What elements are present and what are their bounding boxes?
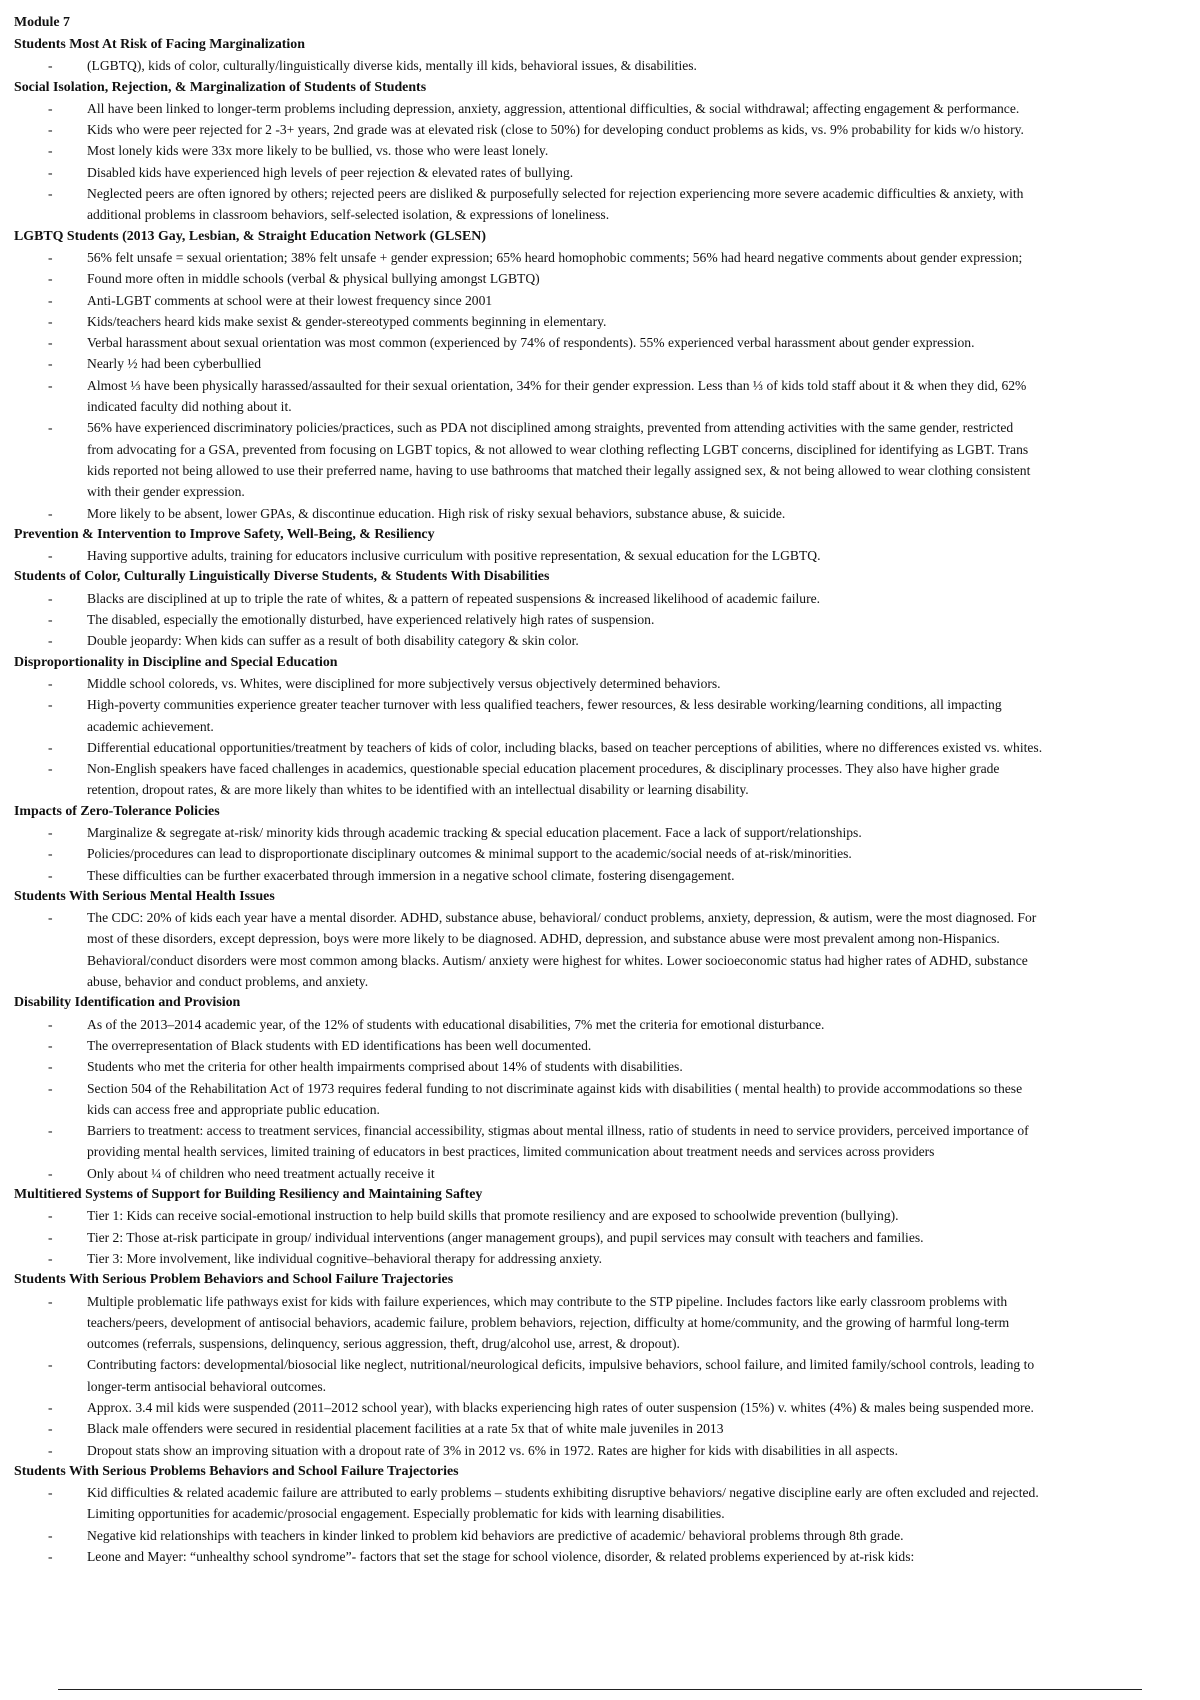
bullet-dash: - [48, 910, 53, 926]
bullet-text-line: with their gender expression. [87, 484, 245, 500]
bullet-dash: - [48, 739, 53, 755]
bullet-text-line: teachers/peers, development of antisocial behaviors, academic failure, problem behaviors, rejection, difficulty at home/community, and the growing of harmful long-term [87, 1314, 1010, 1330]
bullet-item [14, 1227, 1200, 1248]
bullet-item [14, 758, 1200, 801]
bullet-dash: - [48, 1208, 53, 1224]
bullet-text-line: Nearly ½ had been cyberbullied [87, 356, 262, 372]
bullet-item [14, 1546, 1200, 1567]
bullet-text-line: Tier 2: Those at-risk participate in group/ individual interventions (anger management groups), and pupil services may consult with teachers and families. [87, 1229, 924, 1245]
bullet-dash: - [48, 1165, 53, 1181]
bullet-item [14, 1248, 1200, 1269]
bullet-text-line: Limiting opportunities for academic/prosocial engagement. Especially problematic for kids with learning disabilities. [87, 1506, 725, 1522]
bullet-text-line: (LGBTQ), kids of color, culturally/linguistically diverse kids, mentally ill kids, behavioral issues, & disabilities. [87, 58, 697, 74]
bullet-dash: - [48, 143, 53, 159]
bullet-dash: - [48, 313, 53, 329]
bullet-dash: - [48, 58, 53, 74]
bullet-dash: - [48, 271, 53, 287]
bullet-dash: - [48, 1357, 53, 1373]
document-page [14, 12, 1200, 1567]
bullet-text-line: Multiple problematic life pathways exist for kids with failure experiences, which may contribute to the STP pipeline. Includes factors like early classroom problems with [87, 1293, 1008, 1309]
bullet-item [14, 311, 1200, 332]
bullet-text-line: kids can access free and appropriate public education. [87, 1101, 380, 1117]
bullet-text-line: Verbal harassment about sexual orientation was most common (experienced by 74% of respondents). 55% experienced verbal harassment about gender expression. [87, 335, 975, 351]
bullet-item [14, 907, 1200, 992]
bullet-dash: - [48, 697, 53, 713]
bullet-dash: - [48, 292, 53, 308]
bullet-text-line: The CDC: 20% of kids each year have a mental disorder. ADHD, substance abuse, behavioral/ conduct problems, anxiety, depression, & autism, were the most diagnosed. For [87, 910, 1037, 926]
bullet-text-line: longer-term antisocial behavioral outcomes. [87, 1378, 327, 1394]
bullet-text-line: Dropout stats show an improving situation with a dropout rate of 3% in 2012 vs. 6% in 1972. Rates are higher for kids with disabilities in all aspects. [87, 1442, 898, 1458]
bullet-item [14, 843, 1200, 864]
bullet-text-line: Differential educational opportunities/treatment by teachers of kids of color, including blacks, based on teacher perceptions of abilities, where no differences existed vs. whites. [87, 739, 1043, 755]
bullet-item [14, 694, 1200, 737]
bullet-item [14, 332, 1200, 353]
bullet-dash: - [48, 164, 53, 180]
section-heading: Disproportionality in Discipline and Special Education [14, 654, 338, 670]
document-sections [14, 34, 1200, 1567]
section-heading: LGBTQ Students (2013 Gay, Lesbian, & Straight Education Network (GLSEN) [14, 228, 486, 244]
bullet-text-line: Kids/teachers heard kids make sexist & gender-stereotyped comments beginning in elementary. [87, 313, 607, 329]
bullet-item [14, 1163, 1200, 1184]
bullet-item [14, 98, 1200, 119]
bullet-text-line: Policies/procedures can lead to disproportionate disciplinary outcomes & minimal support to the academic/social needs of at-risk/minorities. [87, 846, 852, 862]
bullet-text-line: The disabled, especially the emotionally disturbed, have experienced relatively high rates of suspension. [87, 612, 655, 628]
bullet-text-line: Tier 1: Kids can receive social-emotional instruction to help build skills that promote resiliency and are exposed to schoolwide prevention (bullying). [87, 1208, 899, 1224]
bullet-item [14, 140, 1200, 161]
bullet-dash: - [48, 590, 53, 606]
bullet-text-line: Contributing factors: developmental/biosocial like neglect, nutritional/neurological deficits, impulsive behaviors, school failure, and limited family/school controls, leading to [87, 1357, 1035, 1373]
bullet-text-line: Most lonely kids were 33x more likely to be bullied, vs. those who were least lonely. [87, 143, 549, 159]
bullet-text-line: Section 504 of the Rehabilitation Act of 1973 requires federal funding to not discriminate against kids with disabilities ( mental health) to provide accommodations so these [87, 1080, 1023, 1096]
bullet-text-line: additional problems in classroom behaviors, self-selected isolation, & expressions of loneliness. [87, 207, 610, 223]
bullet-dash: - [48, 1421, 53, 1437]
bullet-text-line: kids reported not being allowed to use their preferred name, having to use bathrooms that matched their legally assigned sex, & not being allowed to wear clothing consistent [87, 462, 1031, 478]
section-heading: Disability Identification and Provision [14, 995, 241, 1011]
bullet-dash: - [48, 1442, 53, 1458]
bullet-text-line: Almost ⅓ have been physically harassed/assaulted for their sexual orientation, 34% for their gender expression. Less than ⅓ of kids told staff about it & when they did, 62% [87, 377, 1027, 393]
bullet-text-line: Marginalize & segregate at-risk/ minority kids through academic tracking & special education placement. Face a lack of support/relationships. [87, 824, 862, 840]
bullet-text-line: academic achievement. [87, 718, 214, 734]
footer-rule [58, 1689, 1142, 1690]
bullet-text-line: Barriers to treatment: access to treatment services, financial accessibility, stigmas about mental illness, ratio of students in need to service providers, perceived importance of [87, 1123, 1029, 1139]
bullet-item [14, 1291, 1200, 1355]
bullet-dash: - [48, 548, 53, 564]
bullet-item [14, 822, 1200, 843]
section-heading: Social Isolation, Rejection, & Marginalization of Students of Students [14, 79, 427, 95]
bullet-text-line: Tier 3: More involvement, like individual cognitive–behavioral therapy for addressing anxiety. [87, 1250, 603, 1266]
bullet-item [14, 1014, 1200, 1035]
bullet-item [14, 1078, 1200, 1121]
bullet-text-line: Having supportive adults, training for educators inclusive curriculum with positive representation, & sexual education for the LGBTQ. [87, 548, 821, 564]
bullet-item [14, 630, 1200, 651]
bullet-item [14, 268, 1200, 289]
bullet-item [14, 1397, 1200, 1418]
bullet-item [14, 1120, 1200, 1163]
bullet-dash: - [48, 1293, 53, 1309]
bullet-item [14, 183, 1200, 226]
bullet-dash: - [48, 1123, 53, 1139]
bullet-text-line: Middle school coloreds, vs. Whites, were disciplined for more subjectively versus objectively determined behaviors. [87, 675, 721, 691]
bullet-item [14, 1205, 1200, 1226]
bullet-text-line: Students who met the criteria for other health impairments comprised about 14% of students with disabilities. [87, 1059, 683, 1075]
bullet-text-line: abuse, behavior and conduct problems, and anxiety. [87, 974, 369, 990]
bullet-text-line: Only about ¼ of children who need treatment actually receive it [87, 1165, 435, 1181]
bullet-text-line: Kids who were peer rejected for 2 -3+ years, 2nd grade was at elevated risk (close to 50%) for developing conduct problems as kids, vs. 9% probability for kids w/o history. [87, 122, 1024, 138]
bullet-dash: - [48, 1400, 53, 1415]
bullet-dash: - [48, 612, 53, 628]
bullet-item [14, 1418, 1200, 1439]
bullet-item [14, 417, 1200, 502]
section-heading: Students With Serious Mental Health Issues [14, 888, 275, 904]
bullet-item [14, 545, 1200, 566]
bullet-text-line: More likely to be absent, lower GPAs, & discontinue education. High risk of risky sexual behaviors, substance abuse, & suicide. [87, 505, 786, 521]
bullet-dash: - [48, 846, 53, 862]
bullet-dash: - [48, 1549, 53, 1565]
bullet-dash: - [48, 1229, 53, 1245]
bullet-text-line: All have been linked to longer-term problems including depression, anxiety, aggression, attentional difficulties, & social withdrawal; affecting engagement & performance. [87, 100, 1020, 116]
bullet-dash: - [48, 1016, 53, 1032]
bullet-dash: - [48, 335, 53, 351]
section-heading: Students With Serious Problem Behaviors and School Failure Trajectories [14, 1272, 454, 1288]
bullet-item [14, 1440, 1200, 1461]
bullet-dash: - [48, 1527, 53, 1543]
bullet-item [14, 1354, 1200, 1397]
bullet-item [14, 1482, 1200, 1525]
bullet-text-line: High-poverty communities experience greater teacher turnover with less qualified teachers, fewer resources, & less desirable working/learning conditions, all impacting [87, 697, 1002, 713]
bullet-text-line: Negative kid relationships with teachers in kinder linked to problem kid behaviors are predictive of academic/ behavioral problems through 8th grade. [87, 1527, 904, 1543]
bullet-dash: - [48, 761, 53, 777]
bullet-item [14, 290, 1200, 311]
section-heading: Multitiered Systems of Support for Building Resiliency and Maintaining Saftey [14, 1187, 483, 1203]
bullet-dash: - [48, 186, 53, 202]
section-heading: Students Most At Risk of Facing Marginalization [14, 37, 305, 52]
bullet-dash: - [48, 824, 53, 840]
bullet-text-line: Approx. 3.4 mil kids were suspended (2011–2012 school year), with blacks experiencing high rates of outer suspension (15%) v. whites (4%) & males being suspended more. [87, 1400, 1034, 1415]
bullet-text-line: Neglected peers are often ignored by others; rejected peers are disliked & purposefully selected for rejection experiencing more severe academic difficulties & anxiety, with [87, 186, 1024, 202]
bullet-item [14, 865, 1200, 886]
section-heading: Prevention & Intervention to Improve Safety, Well-Being, & Resiliency [14, 526, 435, 542]
bullet-text-line: indicated faculty did nothing about it. [87, 399, 292, 415]
bullet-dash: - [48, 1080, 53, 1096]
bullet-item [14, 353, 1200, 374]
bullet-dash: - [48, 505, 53, 521]
section-heading: Students With Serious Problems Behaviors and School Failure Trajectories [14, 1463, 459, 1479]
bullet-text-line: Found more often in middle schools (verbal & physical bullying amongst LGBTQ) [87, 271, 540, 287]
bullet-text-line: The overrepresentation of Black students with ED identifications has been well documented. [87, 1037, 592, 1053]
bullet-text-line: from advocating for a GSA, prevented from focusing on LGBT topics, & not allowed to wear clothing reflecting LGBT concerns, disciplined for identifying as LGBT. Trans [87, 441, 1029, 457]
bullet-text-line: Double jeopardy: When kids can suffer as a result of both disability category & skin color. [87, 633, 579, 649]
bullet-dash: - [48, 1059, 53, 1075]
bullet-dash: - [48, 675, 53, 691]
bullet-item [14, 588, 1200, 609]
bullet-dash: - [48, 1037, 53, 1053]
bullet-item [14, 119, 1200, 140]
section-heading: Students of Color, Culturally Linguistically Diverse Students, & Students With Disabilities [14, 569, 550, 585]
bullet-dash: - [48, 1485, 53, 1501]
bullet-text-line: Behavioral/conduct disorders were most common among blacks. Autism/ anxiety were highest for whites. Lower socioeconomic status had higher rates of ADHD, substance [87, 952, 1028, 968]
section-heading: Impacts of Zero-Tolerance Policies [14, 803, 220, 819]
bullet-item [14, 609, 1200, 630]
bullet-text-line: Non-English speakers have faced challenges in academics, questionable special education placement procedures, & disciplinary processes. They also have higher grade [87, 761, 1000, 777]
bullet-item [14, 247, 1200, 268]
bullet-text-line: 56% felt unsafe = sexual orientation; 38% felt unsafe + gender expression; 65% heard homophobic comments; 56% had heard negative comments about gender expression; [87, 249, 1023, 265]
bullet-dash: - [48, 377, 53, 393]
bullet-dash: - [48, 100, 53, 116]
bullet-dash: - [48, 1250, 53, 1266]
bullet-item [14, 55, 1200, 76]
bullet-dash: - [48, 420, 53, 436]
bullet-dash: - [48, 249, 53, 265]
bullet-item [14, 1035, 1200, 1056]
bullet-item [14, 1525, 1200, 1546]
bullet-dash: - [48, 633, 53, 649]
bullet-text-line: outcomes (referrals, suspensions, delinquency, serious aggression, theft, drug/alcohol use, arrest, & dropout). [87, 1336, 680, 1352]
bullet-dash: - [48, 122, 53, 138]
bullet-item [14, 503, 1200, 524]
bullet-text-line: 56% have experienced discriminatory policies/practices, such as PDA not disciplined among straights, prevented from attending activities with the same gender, restricted [87, 420, 1014, 436]
bullet-text-line: Blacks are disciplined at up to triple the rate of whites, & a pattern of repeated suspensions & increased likelihood of academic failure. [87, 590, 821, 606]
bullet-dash: - [48, 356, 53, 372]
bullet-text-line: providing mental health services, limited training of educators in best practices, limited communication about treatment needs and services across providers [87, 1144, 935, 1160]
bullet-text-line: These difficulties can be further exacerbated through immersion in a negative school climate, fostering disengagement. [87, 867, 735, 883]
bullet-dash: - [48, 867, 53, 883]
document-title: Module 7 [14, 15, 70, 30]
bullet-text-line: As of the 2013–2014 academic year, of the 12% of students with educational disabilities, 7% met the criteria for emotional disturbance. [87, 1016, 825, 1032]
bullet-item [14, 737, 1200, 758]
bullet-text-line: Leone and Mayer: “unhealthy school syndrome”- factors that set the stage for school violence, disorder, & related problems experienced by at-risk kids: [87, 1549, 915, 1565]
bullet-text-line: Kid difficulties & related academic failure are attributed to early problems – students exhibiting disruptive behaviors/ negative discipline early are often excluded and rejected. [87, 1485, 1039, 1501]
bullet-item [14, 162, 1200, 183]
bullet-text-line: retention, dropout rates, & are more likely than whites to be identified with an intellectual disability or learning disability. [87, 782, 749, 798]
bullet-text-line: Disabled kids have experienced high levels of peer rejection & elevated rates of bullying. [87, 164, 574, 180]
bullet-text-line: most of these disorders, except depression, boys were more likely to be diagnosed. ADHD, depression, and substance abuse were most prevalent among non-Hispanics. [87, 931, 1000, 947]
bullet-text-line: Anti-LGBT comments at school were at their lowest frequency since 2001 [87, 292, 493, 308]
bullet-item [14, 375, 1200, 418]
bullet-item [14, 1056, 1200, 1077]
bullet-text-line: Black male offenders were secured in residential placement facilities at a rate 5x that of white male juveniles in 2013 [87, 1421, 724, 1437]
bullet-item [14, 673, 1200, 694]
